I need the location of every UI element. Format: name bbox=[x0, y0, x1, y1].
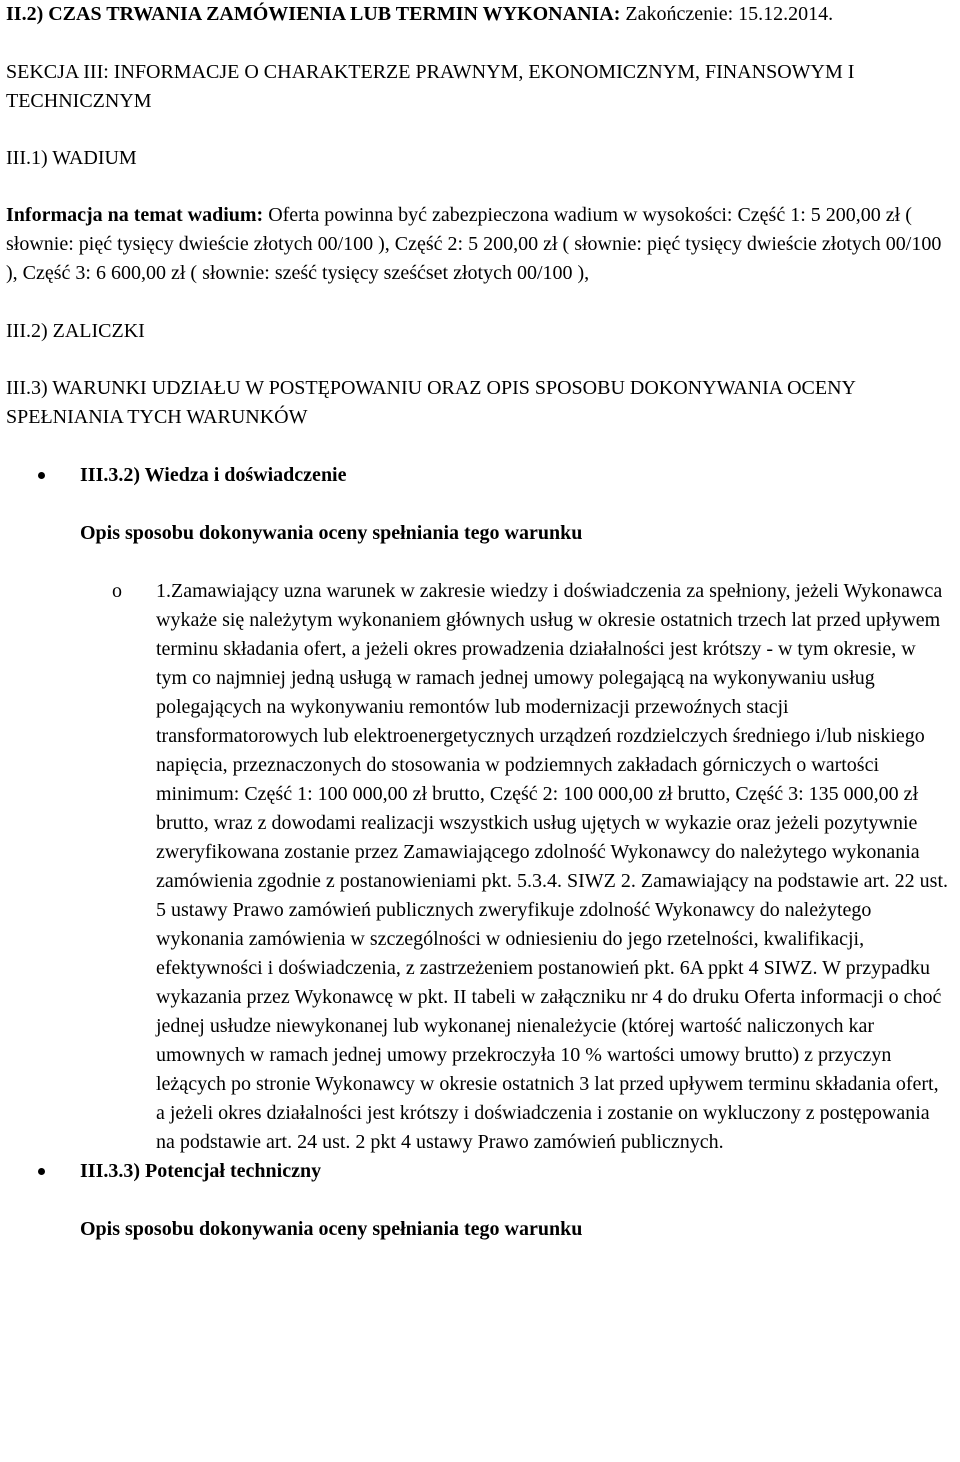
section-iii3-heading: III.3) WARUNKI UDZIAŁU W POSTĘPOWANIU ORAZ OPIS SPOSOBU DOKONYWANIA OCENY SPEŁNIANIA TYCH WARUNKÓW bbox=[6, 377, 856, 428]
wadium-info-text: Oferta powinna być zabezpieczona wadium w wysokości: Część 1: 5 200,00 zł ( słownie: pięć tysięcy dwieście złotych 00/100 ), Część 2: 5 200,00 zł ( słownie: pięć tysięcy dwieście złotych 00/100 ), Część 3: 6 600,00 zł ( słownie: sześć tysięcy sześćset złotych 00/100 ), bbox=[6, 204, 942, 284]
section-iii2-heading: III.2) ZALICZKI bbox=[6, 320, 145, 342]
bullet-item-iii33 bbox=[6, 1157, 954, 1186]
item-iii32-subheading: Opis sposobu dokonywania oceny spełniania tego warunku bbox=[80, 522, 583, 544]
section-iii1-heading: III.1) WADIUM bbox=[6, 147, 137, 169]
item-iii32-text: 1.Zamawiający uzna warunek w zakresie wiedzy i doświadczenia za spełniony, jeżeli Wykonawca wykaże się należytym wykonaniem głównych usług w okresie ostatnich trzech lat przed upływem terminu składania ofert, a jeżeli okres prowadzenia działalności jest krótszy - w tym okresie, w tym co najmniej jedną usługą w ramach jednej umowy polegającą na wykonywaniu usług polegających na wykonywaniu remontów lub modernizacji przewoźnych stacji transformatorowych lub elektroenergetycznych urządzeń rozdzielczych średniego i/lub niskiego napięcia, przeznaczonych do stosowania w podziemnych zakładach górniczych o wartości minimum: Część 1: 100 000,00 zł brutto, Część 2: 100 000,00 zł brutto, Część 3: 135 000,00 zł brutto, wraz z dowodami realizacji wszystkich usług ujętych w wykazie oraz jeżeli pozytywnie zweryfikowana zostanie przez Zamawiającego zdolność Wykonawcy do należytego wykonania zamówienia zgodnie z postanowieniami pkt. 5.3.4. SIWZ 2. Zamawiający na podstawie art. 22 ust. 5 ustawy Prawo zamówień publicznych zweryfikuje zdolność Wykonawcy do należytego wykonania zamówienia w szczególności w odniesieniu do jego rzetelności, kwalifikacji, efektywności i doświadczenia, z zastrzeżeniem postanowień pkt. 6A ppkt 4 SIWZ. W przypadku wykazania przez Wykonawcę w pkt. II tabeli w załączniku nr 4 do druku Oferta informacji o choć jednej usłudze niewykonanej lub wykonanej nienależycie (której wartość naliczonych kar umownych w ramach jednej umowy przekroczyła 10 % wartości umowy brutto) z przyczyn leżących po stronie Wykonawcy w okresie ostatnich 3 lat przed upływem terminu składania ofert, a jeżeli okres działalności jest krótszy i doświadczenia i zostanie on wykluczony z postępowania na podstawie art. 24 ust. 2 pkt 4 ustawy Prawo zamówień publicznych. bbox=[156, 580, 949, 1153]
section-ii2-value: Zakończenie: 15.12.2014. bbox=[620, 3, 834, 25]
item-iii33-subheading: Opis sposobu dokonywania oceny spełniania tego warunku bbox=[80, 1218, 583, 1240]
bullet-item-iii32 bbox=[6, 461, 954, 490]
wadium-paragraph bbox=[6, 201, 954, 288]
item-iii33-heading: III.3.3) Potencjał techniczny bbox=[80, 1160, 322, 1182]
section-ii2-heading: II.2) CZAS TRWANIA ZAMÓWIENIA LUB TERMIN WYKONANIA: bbox=[6, 3, 621, 25]
wadium-info-label: Informacja na temat wadium: bbox=[6, 204, 264, 226]
sub-list-item bbox=[6, 577, 954, 1157]
circle-bullet-icon: o bbox=[112, 580, 122, 602]
bullet-icon bbox=[38, 1168, 45, 1175]
section-iii-heading: SEKCJA III: INFORMACJE O CHARAKTERZE PRAWNYM, EKONOMICZNYM, FINANSOWYM I TECHNICZNYM bbox=[6, 61, 855, 112]
item-iii32-heading: III.3.2) Wiedza i doświadczenie bbox=[80, 464, 347, 486]
bullet-icon bbox=[38, 472, 45, 479]
section-ii2-paragraph bbox=[6, 0, 954, 29]
